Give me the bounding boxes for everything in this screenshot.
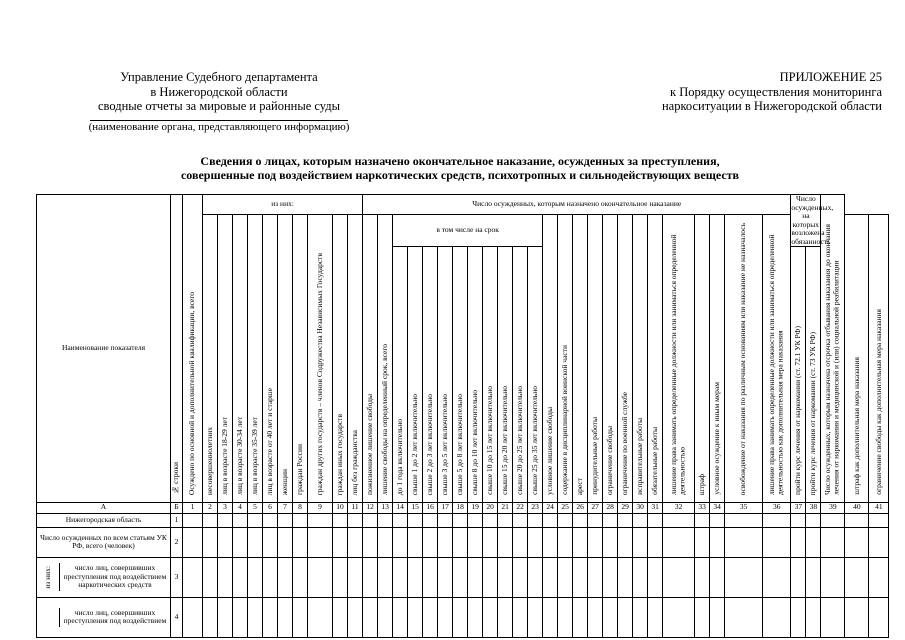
header-iz-nih: из них: (203, 195, 363, 215)
col-number: 29 (618, 502, 633, 513)
col-number: 14 (393, 502, 408, 513)
col-number: 36 (763, 502, 791, 513)
col-number: 12 (363, 502, 378, 513)
header-col-7: женщин (278, 215, 293, 503)
sub-group-cell (37, 563, 60, 591)
header-col-18: свыше 5 до 8 лет включительно (453, 247, 468, 502)
header-col-23: свыше 25 до 35 лет включительно (528, 247, 543, 502)
header-col-29: ограничение по военной службе (618, 215, 633, 503)
row-label-psychotropic (37, 597, 171, 637)
table-row (37, 527, 889, 557)
header-col-6: лиц в возрасте от 40 лет и старше (263, 215, 278, 503)
header-col-10: граждан иных государств (333, 215, 348, 503)
header-col-38: ограничение свободы как дополнительная мера наказания (869, 215, 889, 503)
header-punished: Число осужденных, которым назначено окончательное наказание (363, 195, 791, 215)
header-col-37: штраф как дополнительная мера наказания (845, 215, 869, 503)
header-col-39: пройти курс лечения от наркомании (ст. 72.1 УК РФ) (791, 247, 806, 502)
header-col-5: лиц в возрасте 35-39 лет (248, 215, 263, 503)
organization-header (84, 70, 354, 133)
col-number: 34 (710, 502, 725, 513)
header-col-36: лишение права занимать определенные должности или заниматься определенной деятельностью как дополнительная мера наказания (763, 215, 791, 503)
col-number: 21 (498, 502, 513, 513)
col-number: 39 (821, 502, 845, 513)
col-number: 19 (468, 502, 483, 513)
header-col-33: штраф (695, 215, 710, 503)
col-number: 20 (483, 502, 498, 513)
col-number: 25 (558, 502, 573, 513)
header-col-11: лиц без гражданства (348, 215, 363, 503)
header-col-32: лишение права занимать определенные должности или заниматься определенной деятельностью (663, 215, 695, 503)
org-line-3: сводные отчеты за мировые и районные суды (97, 99, 341, 113)
col-number: 23 (528, 502, 543, 513)
col-number: 30 (633, 502, 648, 513)
header-col-9: граждан других государств – членов Содружества Независимых Государств (308, 215, 333, 503)
row-label-total: Число осужденных по всем статьям УК РФ, всего (человек) (37, 527, 171, 557)
col-number: 24 (543, 502, 558, 513)
col-number: 28 (603, 502, 618, 513)
document-title (120, 154, 800, 182)
header-col-19: свыше 8 до 10 лет включительно (468, 247, 483, 502)
org-note: (наименование органа, представляющего информацию) (88, 120, 350, 133)
col-number: 1 (183, 502, 203, 513)
appendix-line-2: к Порядку осуществления мониторинга (670, 84, 882, 99)
sub-group-cell (37, 608, 60, 627)
report-table-container (36, 194, 884, 640)
col-number: 4 (233, 502, 248, 513)
header-col-28: ограничение свободы (603, 215, 618, 503)
col-number: 9 (308, 502, 333, 513)
header-col-2: несовершеннолетних (203, 215, 218, 503)
row-number: 3 (171, 557, 183, 597)
sub-group-label: из них: (42, 565, 52, 589)
org-line-2: в Нижегородской области (150, 84, 288, 99)
col-number: 41 (869, 502, 889, 513)
table-row (37, 597, 889, 637)
col-number: 38 (806, 502, 821, 513)
appendix-line-1: ПРИЛОЖЕНИЕ 25 (779, 70, 882, 84)
header-col-35: освобождение от наказания по различным основаниям или наказание не назначалось (725, 215, 763, 503)
col-number: 33 (695, 502, 710, 513)
col-number: 7 (278, 502, 293, 513)
header-col-16: свыше 2 до 3 лет включительно (423, 247, 438, 502)
header-col-4: лиц в возрасте 30-34 лет (233, 215, 248, 503)
col-number: 35 (725, 502, 763, 513)
title-line-2: совершенные под воздействием наркотических средств, психотропных и сильнодействующих веществ (180, 168, 740, 182)
row-label-region: Нижегородская область (37, 513, 171, 527)
col-number: 27 (588, 502, 603, 513)
header-col-15: свыше 1 до 2 лет включительно (408, 247, 423, 502)
col-letter-b: Б (171, 502, 183, 513)
header-deferral: Число осужденных, которым назначена отсрочка отбывания наказания до окончания лечения от наркомании и медицинской и (или) социальной реабилитации (821, 195, 845, 503)
header-col-17: свыше 3 до 5 лет включительно (438, 247, 453, 502)
title-line-1: Сведения о лицах, которым назначено окончательное наказание, осужденных за преступления, (200, 154, 720, 168)
col-number: 10 (333, 502, 348, 513)
header-col-24: условное лишение свободы (543, 215, 558, 503)
column-number-row (37, 502, 889, 513)
col-number: 13 (378, 502, 393, 513)
org-line-1: Управление Судебного департамента (120, 70, 318, 84)
col-letter-a: А (37, 502, 171, 513)
header-col-8: граждан России (293, 215, 308, 503)
header-total-convicted: Осуждено по основной и дополнительной квалификации, всего (183, 195, 203, 503)
header-col-12: пожизненное лишение свободы (363, 215, 378, 503)
col-number: 6 (263, 502, 278, 513)
col-number: 26 (573, 502, 588, 513)
col-number: 2 (203, 502, 218, 513)
header-col-22: свыше 20 до 25 лет включительно (513, 247, 528, 502)
header-col-40: пройти курс лечения от наркомании (ст. 73 УК РФ) (806, 247, 821, 502)
col-number: 32 (663, 502, 695, 513)
header-obligation: Число осужденных, на которых возложена обязанность (791, 194, 834, 246)
row-label-text: число лиц, совершивших преступления под воздействием (63, 607, 167, 625)
header-col-34: условное осуждение к иным мерам (710, 215, 725, 503)
report-table (36, 194, 889, 638)
header-col-26: арест (573, 215, 588, 503)
header-col-30: исправительные работы (633, 215, 648, 503)
row-number: 4 (171, 597, 183, 637)
col-number: 11 (348, 502, 363, 513)
table-row (37, 513, 889, 527)
header-row-number: № строки (171, 195, 183, 503)
row-label-text: число лиц, совершивших преступления под воздействием наркотических средств (63, 563, 167, 590)
col-number: 8 (293, 502, 308, 513)
row-label-narcotic (37, 557, 171, 597)
header-col-20: свыше 10 до 15 лет включительно (483, 247, 498, 502)
row-number: 1 (171, 513, 183, 527)
header-col-21: свыше 15 до 20 лет включительно (498, 247, 513, 502)
header-col-13: лишение свободы на определенный срок, всего (378, 215, 393, 503)
appendix-line-3: наркоситуации в Нижегородской области (661, 99, 882, 113)
header-incl-term: в том числе на срок (393, 215, 543, 247)
col-number: 17 (438, 502, 453, 513)
header-col-31: обязательные работы (648, 215, 663, 503)
col-number: 40 (845, 502, 869, 513)
col-number: 31 (648, 502, 663, 513)
col-number: 15 (408, 502, 423, 513)
col-number: 37 (791, 502, 806, 513)
col-number: 5 (248, 502, 263, 513)
table-row (37, 557, 889, 597)
header-col-27: принудительные работы (588, 215, 603, 503)
header-col-3: лиц в возрасте 18-29 лет (218, 215, 233, 503)
col-number: 16 (423, 502, 438, 513)
header-name: Наименование показателя (37, 195, 171, 503)
col-number: 18 (453, 502, 468, 513)
header-col-14: до 1 года включительно (393, 247, 408, 502)
col-number: 3 (218, 502, 233, 513)
appendix-header (580, 70, 882, 114)
col-number: 22 (513, 502, 528, 513)
row-number: 2 (171, 527, 183, 557)
header-col-25: содержание в дисциплинарной воинской части (558, 215, 573, 503)
